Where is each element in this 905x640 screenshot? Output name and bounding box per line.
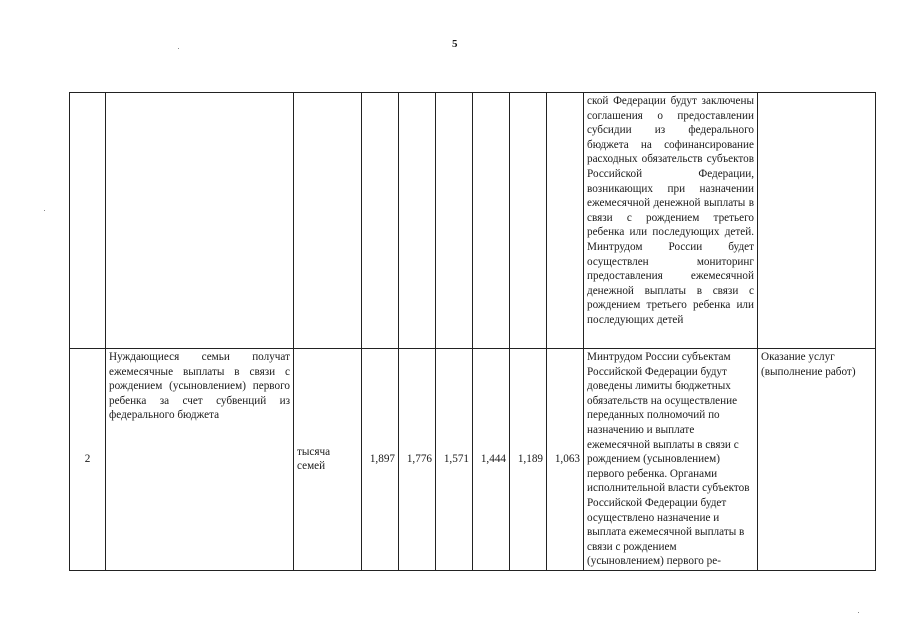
row-number: 2: [70, 349, 106, 571]
value-cell: [362, 93, 399, 349]
unit-cell: тысяча семей: [294, 349, 362, 571]
value-cell: 1,776: [399, 349, 436, 571]
value-cell: [547, 93, 584, 349]
unit-cell: [294, 93, 362, 349]
table-row-continued: [70, 93, 876, 349]
value-cell: 1,444: [473, 349, 510, 571]
value-cell: 1,571: [436, 349, 473, 571]
description-cell: ской Федерации будут заключены соглашения о предоставлении субсидии из федерального бюджета на софинансирование расходных обязательств субъектов Российской Федерации, возникающих при назначении ежемесячной денежной выплаты в связи с рождением третьего ребенка или последующих детей. Минтрудом России будет осуществлен мониторинг предоставления ежемесячной денежной выплаты в связи с рождением третьего ребенка или последующих детей: [584, 93, 758, 349]
value-cell: [399, 93, 436, 349]
indicator-cell: [106, 93, 294, 349]
value-cell: [473, 93, 510, 349]
description-cell: Минтрудом России субъектам Российской Федерации будут доведены лимиты бюджетных обязательств на осуществление переданных полномочий по назначению и выплате ежемесячной выплаты в связи с рождением (усыновлением) первого ребенка. Органами исполнительной власти субъектов Российской Федерации будет осуществлено назначение и выплата ежемесячной выплаты в связи с рождением (усыновлением) первого ре-: [584, 349, 758, 571]
value-cell: [436, 93, 473, 349]
row-number: [70, 93, 106, 349]
result-type-cell: [758, 93, 876, 349]
value-cell: 1,189: [510, 349, 547, 571]
scan-speck: [858, 612, 859, 613]
value-cell: 1,063: [547, 349, 584, 571]
scan-speck: [178, 48, 179, 49]
scan-speck: [44, 210, 45, 211]
result-type-cell: Оказание услуг (выполнение работ): [758, 349, 876, 571]
page-number: 5: [452, 38, 458, 50]
measures-table: [69, 92, 876, 571]
value-cell: 1,897: [362, 349, 399, 571]
indicator-cell: Нуждающиеся семьи получат ежемесячные выплаты в связи с рождением (усыновлением) первого ребенка за счет субвенций из федерального бюджета: [106, 349, 294, 571]
table-row-2: [70, 349, 876, 571]
value-cell: [510, 93, 547, 349]
